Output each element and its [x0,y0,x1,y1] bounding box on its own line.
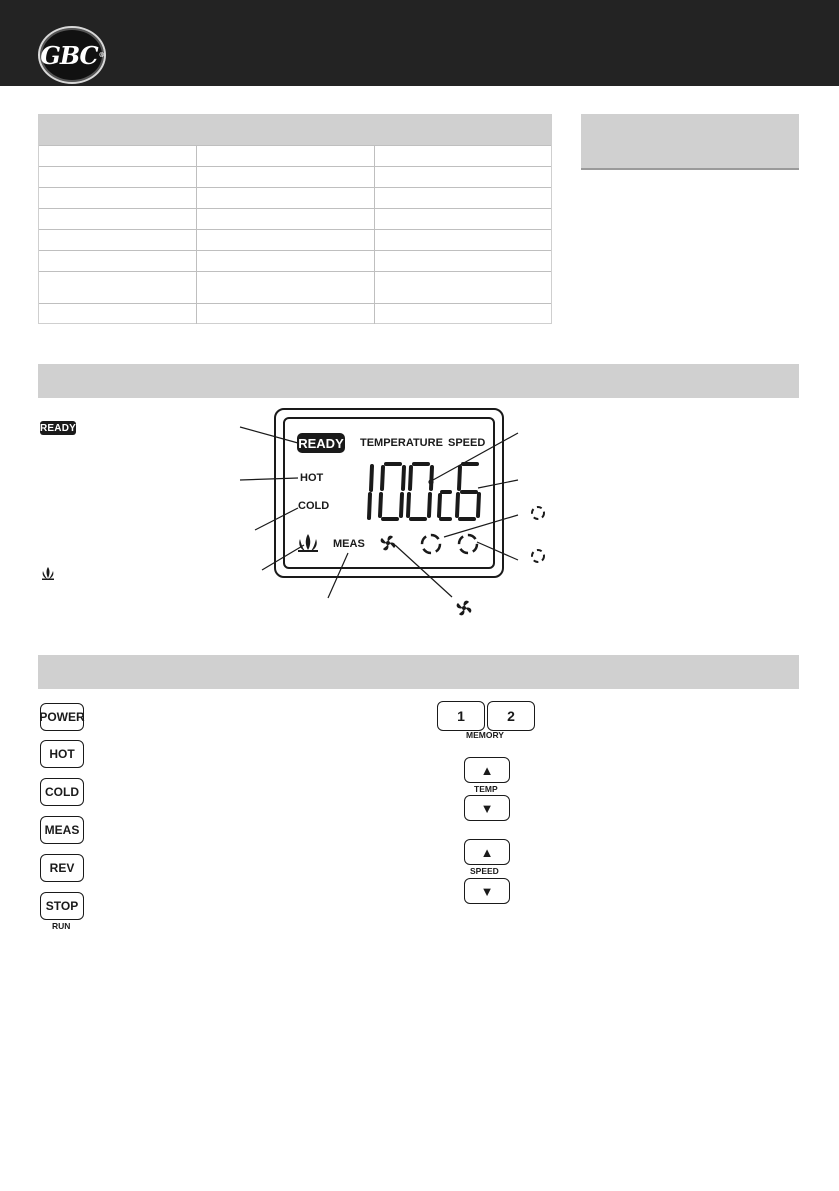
speed-label: SPEED [470,866,499,876]
forward-circle-legend-icon [532,550,544,562]
lcd-temperature-label: TEMPERATURE [360,437,443,449]
run-label: RUN [52,921,71,931]
lcd-speed-label: SPEED [448,437,486,449]
power-button[interactable]: POWER [40,703,84,731]
stop-run-button[interactable]: STOP [40,892,84,920]
seven-segment-digits [369,464,479,519]
lcd-ready-indicator: READY [297,433,345,453]
rev-button[interactable]: REV [40,854,84,882]
lcd-forward-circle-icon [459,535,477,553]
hot-button[interactable]: HOT [40,740,84,768]
lcd-fan-icon [381,536,396,551]
reverse-circle-legend-icon [532,507,544,519]
memory-1-button[interactable]: 1 [437,701,485,731]
lcd-hot-label: HOT [300,472,324,484]
temp-down-button[interactable]: ▼ [464,795,510,821]
speed-up-button[interactable]: ▲ [464,839,510,865]
temp-up-button[interactable]: ▲ [464,757,510,783]
fan-legend-icon [457,601,472,616]
meas-button[interactable]: MEAS [40,816,84,844]
cold-button[interactable]: COLD [40,778,84,806]
logo-text: GBC [40,40,98,70]
lcd-reverse-circle-icon [422,535,440,553]
lcd-meas-label: MEAS [333,538,365,550]
temp-label: TEMP [474,784,498,794]
lcd-heat-icon [298,534,318,552]
memory-label: MEMORY [466,730,504,740]
lcd-cold-label: COLD [298,500,330,512]
controls-section-bar [38,655,799,689]
memory-2-button[interactable]: 2 [487,701,535,731]
logo-mark: ® [98,51,104,59]
speed-down-button[interactable]: ▼ [464,878,510,904]
ready-legend-icon: READY [40,422,77,434]
